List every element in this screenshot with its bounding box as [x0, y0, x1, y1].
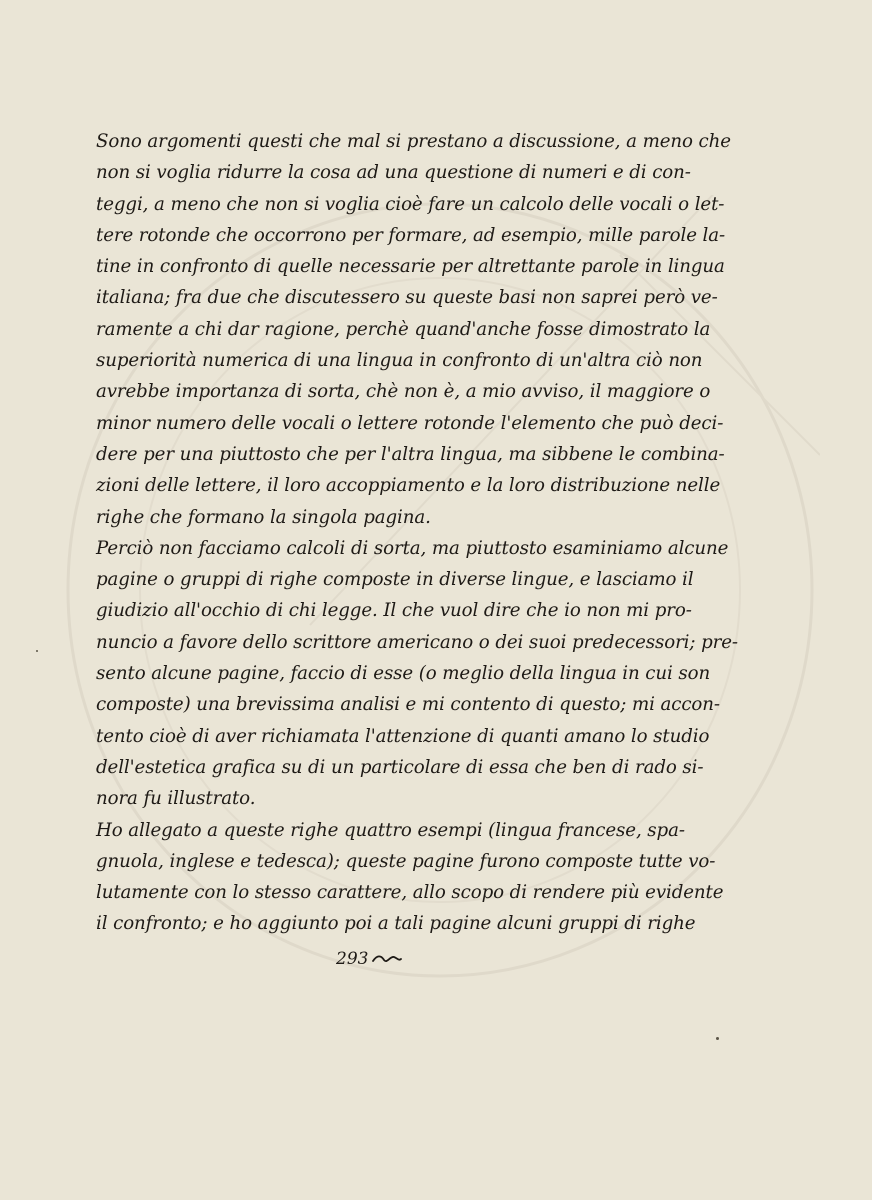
- text-line: nora fu illustrato.: [96, 788, 256, 810]
- paragraph-3: [96, 815, 724, 940]
- text-line: nuncio a favore dello scrittore americano o dei suoi predecessori; pre-: [96, 631, 738, 653]
- text-line: il confronto; e ho aggiunto poi a tali pagine alcuni gruppi di righe: [96, 913, 696, 935]
- text-line: teggi, a meno che non si voglia cioè fare un calcolo delle vocali o let-: [96, 193, 725, 215]
- paragraph-1: [96, 126, 731, 533]
- text-line: Sono argomenti questi che mal si prestano a discussione, a meno che: [96, 131, 731, 152]
- text-line: tine in confronto di quelle necessarie per altrettante parole in lingua: [96, 256, 725, 278]
- text-line: superiorità numerica di una lingua in confronto di un'altra ciò non: [96, 350, 703, 372]
- text-line: non si voglia ridurre la cosa ad una questione di numeri e di con-: [96, 162, 691, 184]
- text-line: avrebbe importanza di sorta, chè non è, a mio avviso, il maggiore o: [96, 381, 711, 403]
- text-line: minor numero delle vocali o lettere rotonde l'elemento che può deci-: [96, 412, 724, 434]
- text-line: righe che formano la singola pagina.: [96, 506, 431, 528]
- paragraph-2: [96, 533, 738, 815]
- paper-speck: [716, 1037, 719, 1040]
- text-line: Ho allegato a queste righe quattro esempi (lingua francese, spa-: [96, 819, 685, 841]
- text-line: Perciò non facciamo calcoli di sorta, ma piuttosto esaminiamo alcune: [96, 537, 729, 559]
- text-line: italiana; fra due che discutessero su queste basi non saprei però ve-: [96, 287, 718, 309]
- text-line: pagine o gruppi di righe composte in diverse lingue, e lasciamo il: [96, 569, 694, 591]
- calligraphic-flourish-icon: [372, 952, 402, 966]
- text-line: zioni delle lettere, il loro accoppiamento e la loro distribuzione nelle: [96, 475, 721, 497]
- text-line: ramente a chi dar ragione, perchè quand'anche fosse dimostrato la: [96, 318, 711, 340]
- body-text: [96, 126, 738, 940]
- page-number-footer: [336, 944, 402, 974]
- paper-speck: [36, 650, 38, 652]
- text-line: tere rotonde che occorrono per formare, ad esempio, mille parole la-: [96, 224, 726, 246]
- text-line: gnuola, inglese e tedesca); queste pagine furono composte tutte vo-: [96, 850, 716, 872]
- text-line: tento cioè di aver richiamata l'attenzione di quanti amano lo studio: [96, 725, 710, 747]
- text-line: composte) una brevissima analisi e mi contento di questo; mi accon-: [96, 694, 720, 716]
- text-line: sento alcune pagine, faccio di esse (o meglio della lingua in cui son: [96, 663, 711, 685]
- text-line: lutamente con lo stesso carattere, allo scopo di rendere più evidente: [96, 882, 724, 904]
- text-line: dell'estetica grafica su di un particolare di essa che ben di rado si-: [96, 756, 704, 778]
- page-number: 293: [336, 949, 369, 969]
- text-line: giudizio all'occhio di chi legge. Il che vuol dire che io non mi pro-: [96, 600, 692, 622]
- text-line: dere per una piuttosto che per l'altra lingua, ma sibbene le combina-: [96, 443, 725, 465]
